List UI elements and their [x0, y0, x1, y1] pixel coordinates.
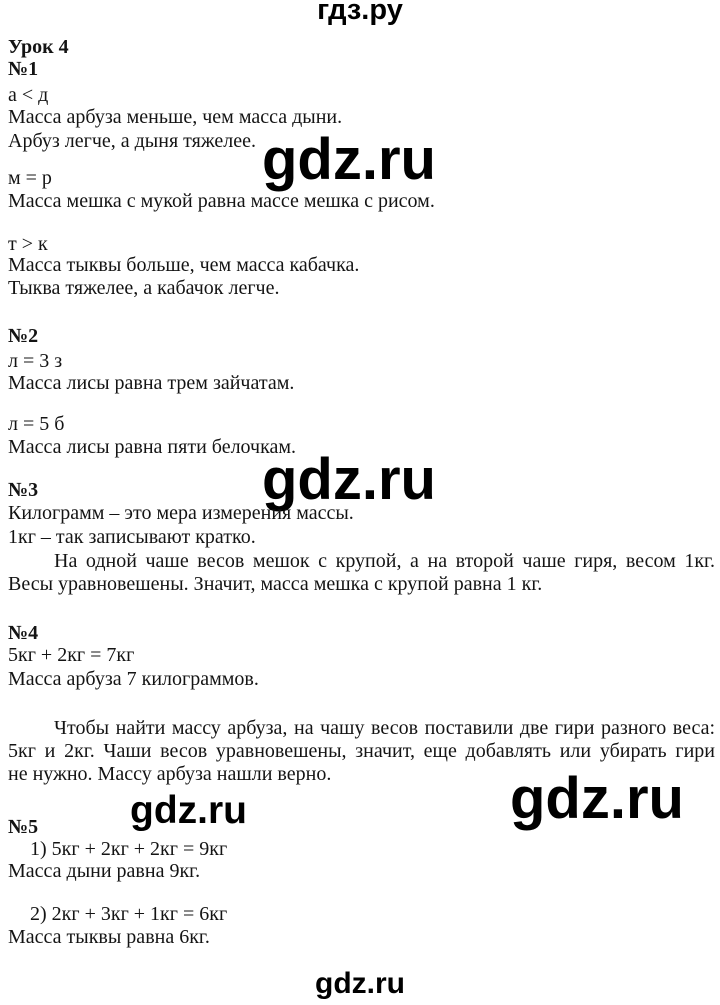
p1-comparison-1: а < д: [8, 84, 49, 106]
problem-3-heading: №3: [8, 479, 39, 501]
p1-answer-2: Масса мешка с мукой равна массе мешка с рисом.: [8, 190, 435, 212]
p1-comparison-3: т > к: [8, 233, 48, 255]
p3-definition-1: Килограмм – это мера измерения массы.: [8, 502, 354, 524]
problem-5-heading: №5: [8, 816, 39, 838]
p3-explanation-1: На одной чаше весов мешок с крупой, а на второй чаше гиря, весом 1кг.: [54, 550, 715, 572]
p5-answer-2: Масса тыквы равна 6кг.: [8, 926, 210, 948]
p5-equation-2: 2) 2кг + 3кг + 1кг = 6кг: [30, 903, 228, 925]
p3-definition-2: 1кг – так записывают кратко.: [8, 526, 256, 548]
p2-equation-1: л = 3 з: [8, 350, 63, 372]
problem-2-heading: №2: [8, 325, 39, 347]
watermark-gdz-2: gdz.ru: [262, 447, 436, 512]
watermark-gdz-3: gdz.ru: [130, 789, 247, 832]
p1-answer-3a: Масса тыквы больше, чем масса кабачка.: [8, 254, 360, 276]
p4-explanation-2: 5кг и 2кг. Чаши весов уравновешены, значит, еще добавлять или убирать гири: [8, 740, 715, 762]
p2-equation-2: л = 5 б: [8, 413, 65, 435]
p1-answer-1b: Арбуз легче, а дыня тяжелее.: [8, 130, 256, 152]
p4-answer: Масса арбуза 7 килограммов.: [8, 668, 259, 690]
p1-answer-1a: Масса арбуза меньше, чем масса дыни.: [8, 106, 343, 128]
p3-explanation-2: Весы уравновешены. Значит, масса мешка с крупой равна 1 кг.: [8, 573, 543, 595]
p2-answer-1: Масса лисы равна трем зайчатам.: [8, 372, 295, 394]
watermark-gdz-1: gdz.ru: [262, 127, 436, 192]
watermark-gdz-4: gdz.ru: [510, 766, 684, 831]
problem-4-heading: №4: [8, 622, 39, 644]
lesson-heading: Урок 4: [8, 36, 69, 58]
p1-comparison-2: м = р: [8, 167, 52, 189]
p5-answer-1: Масса дыни равна 9кг.: [8, 860, 201, 882]
site-header-title: гдз.ру: [317, 0, 403, 26]
p4-explanation-3: не нужно. Массу арбуза нашли верно.: [8, 763, 332, 785]
p4-equation: 5кг + 2кг = 7кг: [8, 644, 135, 666]
site-footer-title: gdz.ru: [315, 967, 405, 1000]
problem-1-heading: №1: [8, 58, 39, 80]
p4-explanation-1: Чтобы найти массу арбуза, на чашу весов поставили две гири разного веса:: [54, 717, 715, 739]
p5-equation-1: 1) 5кг + 2кг + 2кг = 9кг: [30, 838, 228, 860]
p2-answer-2: Масса лисы равна пяти белочкам.: [8, 436, 297, 458]
p1-answer-3b: Тыква тяжелее, а кабачок легче.: [8, 277, 280, 299]
